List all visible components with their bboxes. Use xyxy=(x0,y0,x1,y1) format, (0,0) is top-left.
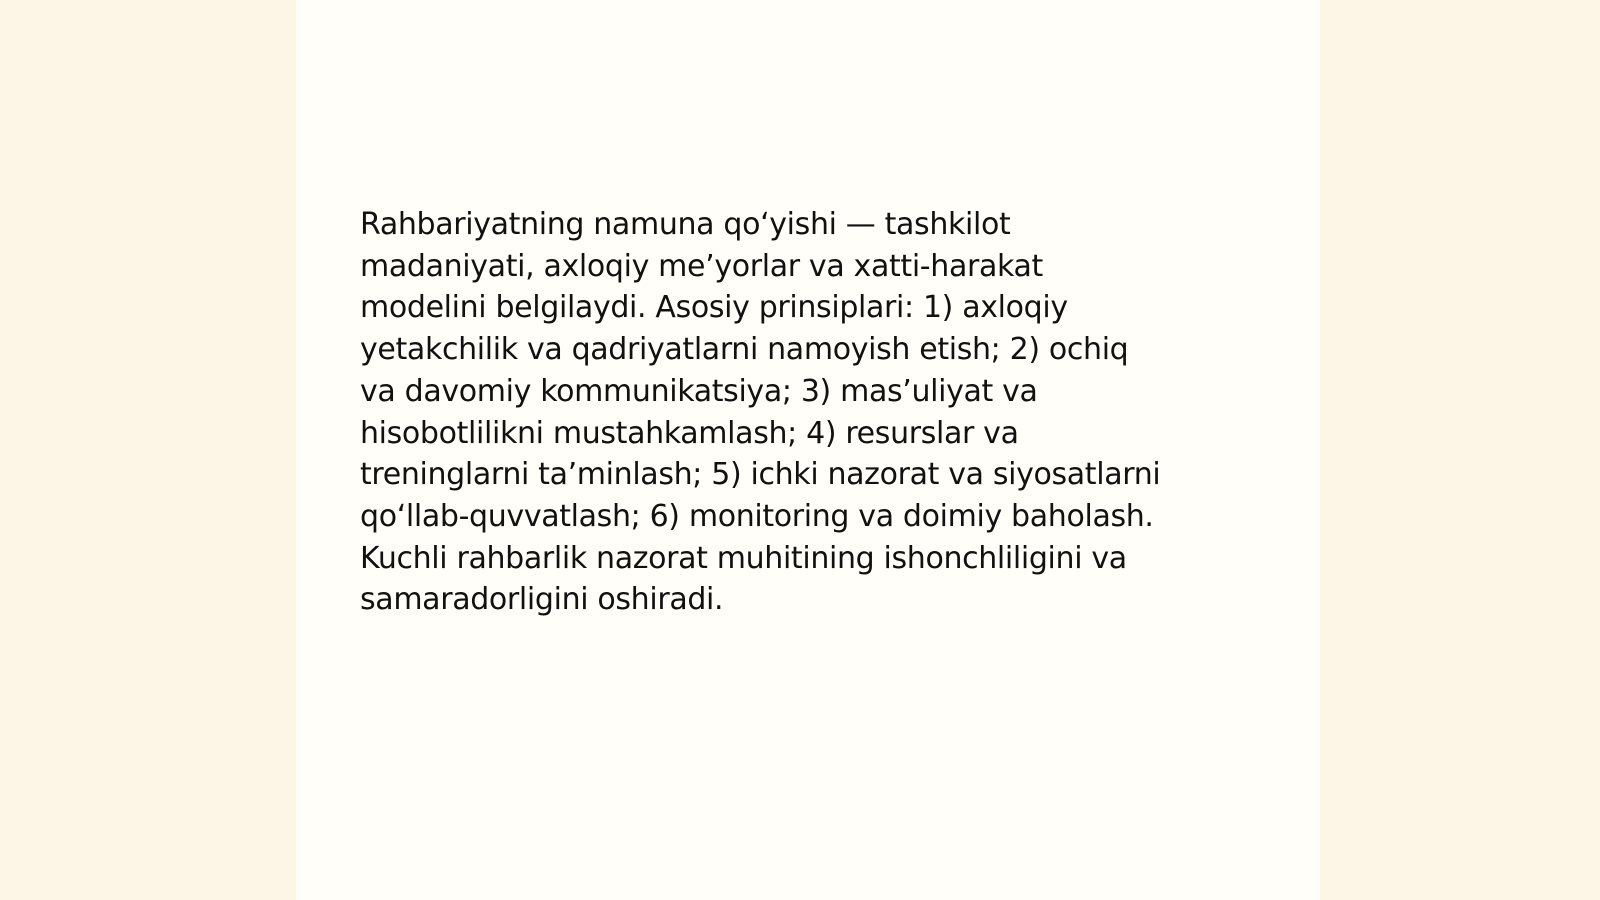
body-line: hisobotlilikni mustahkamlash; 4) resurslar va xyxy=(360,415,1019,451)
body-line: Rahbariyatning namuna qo‘yishi — tashkilot xyxy=(360,207,1011,242)
body-line: samaradorligini oshiradi. xyxy=(360,582,724,618)
body-line: qo‘llab-quvvatlash; 6) monitoring va doimiy baholash. xyxy=(360,498,1154,534)
body-line: Kuchli rahbarlik nazorat muhitining ishonchliligini va xyxy=(360,540,1127,576)
body-line: va davomiy kommunikatsiya; 3) mas’uliyat va xyxy=(360,373,1038,409)
body-line: yetakchilik va qadriyatlarni namoyish etish; 2) ochiq xyxy=(360,332,1129,368)
body-line: madaniyati, axloqiy me’yorlar va xatti-harakat xyxy=(360,248,1043,284)
slide-body-text xyxy=(360,204,1260,621)
slide xyxy=(296,0,1320,900)
body-line: modelini belgilaydi. Asosiy prinsiplari: 1) axloqiy xyxy=(360,290,1068,326)
body-line: treninglarni ta’minlash; 5) ichki nazorat va siyosatlarni xyxy=(360,457,1161,493)
